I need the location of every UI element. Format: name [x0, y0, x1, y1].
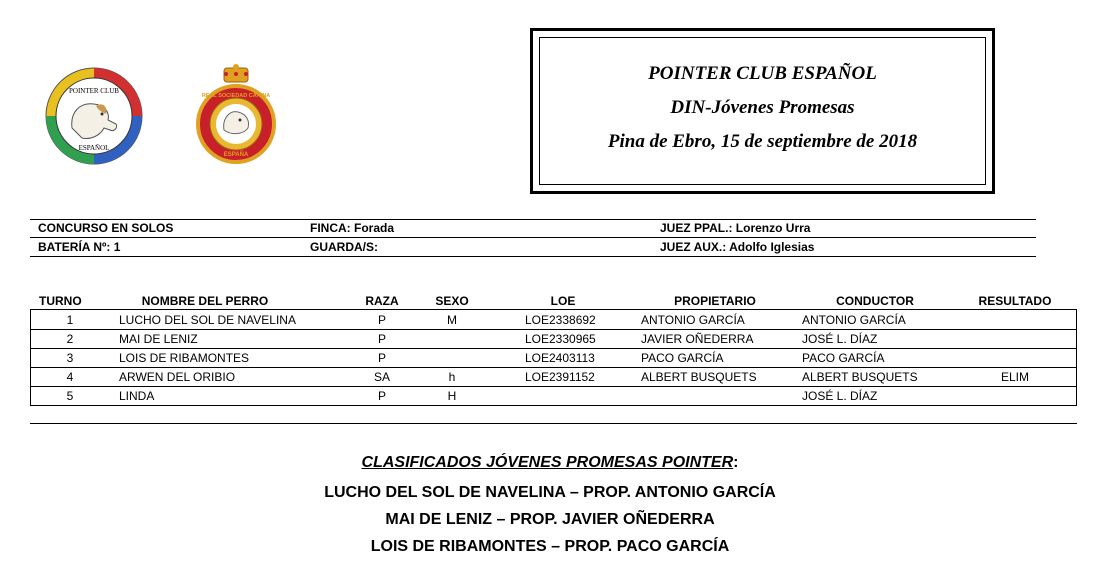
row3-turno: 3 [66, 351, 74, 365]
row4-nombre: ARWEN DEL ORIBIO [119, 370, 236, 384]
logo-club-bottom-text: ESPAÑOL [78, 144, 110, 152]
finca-label: FINCA: Forada [310, 221, 394, 235]
row-divider [30, 367, 1077, 368]
clasificados-colon: : [733, 454, 739, 471]
row4-raza: SA [373, 370, 390, 384]
info-middle-rule [30, 237, 1036, 238]
pointer-club-logo [44, 66, 144, 166]
th-resultado: RESULTADO [978, 294, 1052, 308]
row4-conductor: ALBERT BUSQUETS [802, 370, 918, 384]
row4-turno: 4 [66, 370, 74, 384]
row2-conductor: JOSÉ L. DÍAZ [802, 332, 878, 346]
info-bottom-rule [30, 256, 1036, 257]
row1-turno: 1 [66, 313, 74, 327]
row1-nombre: LUCHO DEL SOL DE NAVELINA [119, 313, 296, 327]
row4-resultado: ELIM [1000, 370, 1029, 384]
juez-ppal-label: JUEZ PPAL.: Lorenzo Urra [660, 221, 811, 235]
row4-propietario: ALBERT BUSQUETS [641, 370, 757, 384]
clasificados-heading-line [0, 454, 1100, 472]
th-raza: RAZA [365, 294, 399, 308]
row-divider [30, 329, 1077, 330]
row5-raza: P [377, 389, 386, 403]
row1-conductor: ANTONIO GARCÍA [802, 313, 906, 327]
th-turno: TURNO [39, 294, 82, 308]
clasificado-1: LUCHO DEL SOL DE NAVELINA – PROP. ANTONIO GARCÍA [324, 484, 776, 501]
clasificados-heading: CLASIFICADOS JÓVENES PROMESAS POINTER [361, 454, 734, 471]
row2-raza: P [377, 332, 386, 346]
row5-nombre: LINDA [119, 389, 155, 403]
row1-loe: LOE2338692 [525, 313, 596, 327]
row4-loe: LOE2391152 [525, 370, 595, 384]
row4-sexo: h [448, 370, 456, 384]
row5-turno: 5 [66, 389, 74, 403]
row3-nombre: LOIS DE RIBAMONTES [119, 351, 250, 365]
th-loe: LOE [550, 294, 576, 308]
guarda-label: GUARDA/S: [310, 240, 378, 254]
row5-conductor: JOSÉ L. DÍAZ [802, 389, 878, 403]
row3-loe: LOE2403113 [525, 351, 595, 365]
title-box [530, 28, 995, 194]
th-sexo: SEXO [435, 294, 469, 308]
row-divider [30, 348, 1077, 349]
clasificado-2: MAI DE LENIZ – PROP. JAVIER OÑEDERRA [385, 511, 715, 528]
row2-nombre: MAI DE LENIZ [119, 332, 198, 346]
row3-raza: P [377, 351, 386, 365]
table-bottom-rule [30, 423, 1077, 424]
row3-propietario: PACO GARCÍA [641, 351, 724, 365]
title-box-inner [539, 37, 986, 185]
row2-turno: 2 [66, 332, 74, 346]
info-top-rule [30, 219, 1036, 220]
row-divider [30, 386, 1077, 387]
row1-raza: P [377, 313, 386, 327]
rsce-logo [196, 64, 276, 168]
event-title: DIN-Jóvenes Promesas [670, 97, 855, 118]
concurso-label: CONCURSO EN SOLOS [38, 221, 174, 235]
th-propietario: PROPIETARIO [674, 294, 756, 308]
bateria-label: BATERÍA Nº: 1 [38, 240, 121, 254]
event-location-date: Pina de Ebro, 15 de septiembre de 2018 [607, 131, 918, 152]
row1-propietario: ANTONIO GARCÍA [641, 313, 745, 327]
juez-aux-label: JUEZ AUX.: Adolfo Iglesias [660, 240, 815, 254]
row2-loe: LOE2330965 [525, 332, 596, 346]
clasificado-3: LOIS DE RIBAMONTES – PROP. PACO GARCÍA [370, 538, 730, 555]
club-title: POINTER CLUB ESPAÑOL [648, 63, 877, 84]
row1-sexo: M [447, 313, 457, 327]
logo-rsce-ring-text: REAL SOCIEDAD CANINA [201, 93, 271, 99]
row5-sexo: H [447, 389, 457, 403]
logo-club-top-text: POINTER CLUB [69, 87, 119, 95]
th-nombre: NOMBRE DEL PERRO [141, 294, 269, 308]
th-conductor: CONDUCTOR [836, 294, 914, 308]
row2-propietario: JAVIER OÑEDERRA [641, 332, 754, 346]
row3-conductor: PACO GARCÍA [802, 351, 885, 365]
logo-rsce-bottom-text: ESPAÑA [223, 152, 249, 158]
